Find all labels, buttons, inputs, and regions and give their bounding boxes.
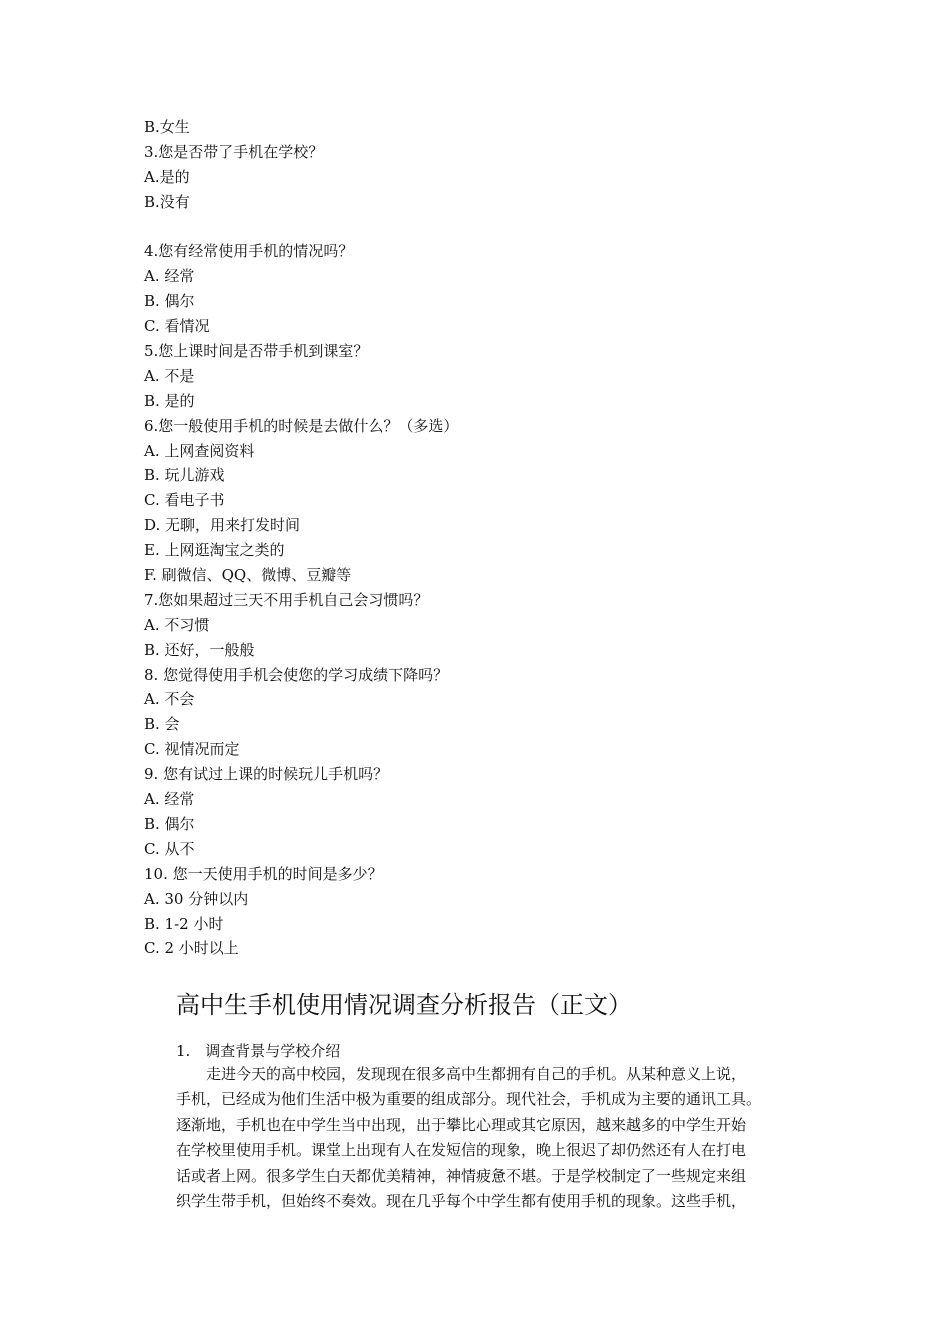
survey-option: A. 经常 [144,267,195,286]
survey-option: A. 不习惯 [144,615,210,634]
survey-option: B. 偶尔 [144,814,195,833]
paragraph-line: 在学校里使用手机。课堂上出现有人在发短信的现象，晚上很迟了却仍然还有人在打电 [176,1141,747,1160]
survey-option: A. 30 分钟以内 [144,889,249,908]
report-title: 高中生手机使用情况调查分析报告（正文） [176,991,632,1019]
paragraph-line: 话或者上网。很多学生白天都优美精神，神情疲惫不堪。于是学校制定了一些规定来组 [176,1166,747,1185]
survey-option: B.没有 [144,192,190,211]
survey-option: D. 无聊，用来打发时间 [144,516,301,535]
questionnaire-list [144,115,844,961]
survey-option: B. 1-2 小时 [144,914,224,933]
survey-option: A.是的 [144,167,190,186]
survey-option: B. 还好，一般般 [144,640,255,659]
survey-option: C. 看电子书 [144,491,225,510]
survey-question: 8. 您觉得使用手机会使您的学习成绩下降吗？ [144,665,449,684]
section-heading: 1. 调查背景与学校介绍 [176,1042,341,1060]
survey-question: 5.您上课时间是否带手机到课室？ [144,342,369,361]
survey-question: 7.您如果超过三天不用手机自己会习惯吗？ [144,590,429,609]
survey-option: A. 上网查阅资料 [144,441,255,460]
survey-option: B. 是的 [144,391,195,410]
survey-question: 6.您一般使用手机的时候是去做什么？（多选） [144,416,459,435]
survey-option: A. 不会 [144,690,195,709]
blank-line [144,215,844,240]
survey-option: C. 看情况 [144,317,210,336]
survey-question: 4.您有经常使用手机的情况吗？ [144,242,354,261]
survey-option: E. 上网逛淘宝之类的 [144,541,285,560]
survey-question: 9. 您有试过上课的时候玩儿手机吗？ [144,765,389,784]
survey-option: C. 视情况而定 [144,740,240,759]
survey-option: B. 会 [144,715,180,734]
survey-option: B. 偶尔 [144,292,195,311]
survey-question: 3.您是否带了手机在学校？ [144,142,324,161]
paragraph-line: 织学生带手机，但始终不奏效。现在几乎每个中学生都有使用手机的现象。这些手机， [176,1191,747,1210]
survey-option: A. 经常 [144,790,195,809]
survey-question: 10. 您一天使用手机的时间是多少？ [144,864,383,883]
survey-option: B.女生 [144,118,190,136]
paragraph-line: 逐渐地，手机也在中学生当中出现，出于攀比心理或其它原因，越来越多的中学生开始 [176,1115,747,1134]
survey-option: C. 从不 [144,839,195,858]
survey-option: F. 刷微信、QQ、微博、豆瓣等 [144,566,352,585]
report-paragraph [176,1062,808,1214]
paragraph-line: 走进今天的高中校园，发现现在很多高中生都拥有自己的手机。从某种意义上说， [206,1065,747,1083]
survey-option: A. 不是 [144,366,195,385]
paragraph-line: 手机，已经成为他们生活中极为重要的组成部分。现代社会，手机成为主要的通讯工具。 [176,1090,762,1109]
survey-option: C. 2 小时以上 [144,939,239,958]
survey-option: B. 玩儿游戏 [144,466,225,485]
